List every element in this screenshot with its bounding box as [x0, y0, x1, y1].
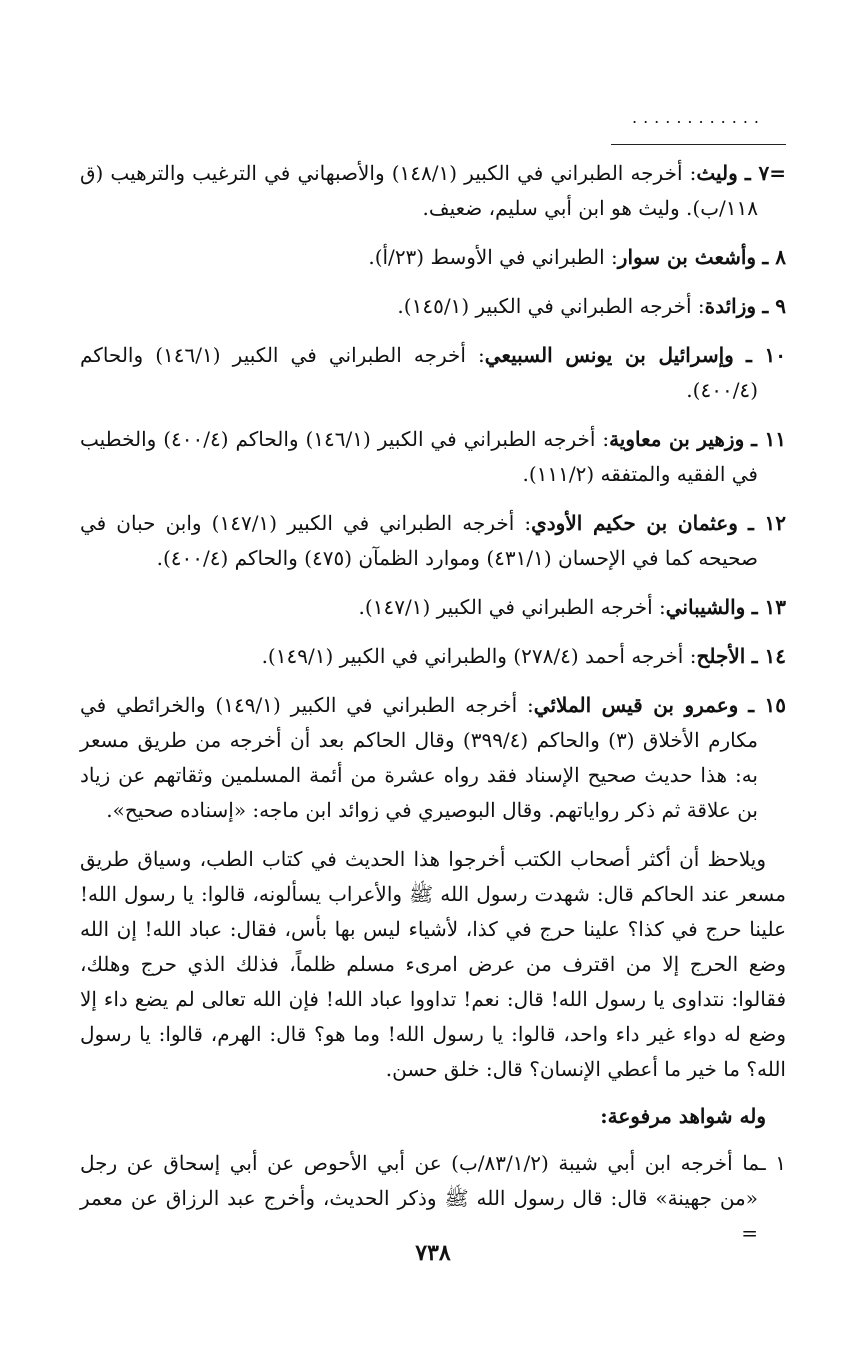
header-dots: ............: [631, 108, 766, 127]
section-heading: وله شواهد مرفوعة:: [600, 1104, 766, 1128]
footnote-item: ١٠ ـ وإسرائيل بن يونس السبيعي: أخرجه الطبراني في الكبير (١٤٦/١) والحاكم (٤٠٠/٤).: [80, 343, 786, 402]
footnote-item: ١٤ ـ الأجلح: أخرجه أحمد (٢٧٨/٤) والطبراني في الكبير (١٤٩/١).: [261, 644, 786, 668]
footnote-item: ١٣ ـ والشيباني: أخرجه الطبراني في الكبير (١٤٧/١).: [358, 595, 786, 619]
footnote-separator: [611, 144, 786, 145]
book-page: [80, 100, 786, 1300]
page-number: ٧٣٨: [415, 1240, 451, 1266]
hadith-item: ١ ـما أخرجه ابن أبي شيبة (٨٣/١/٢/ب) عن أبي الأحوص عن أبي إسحاق عن رجل «من جهينة» قال: قال رسول الله ﷺ وذكر الحديث، وأخرج عبد الرزاق عن معمر =: [80, 1151, 787, 1245]
footnote-item: =٧ ـ وليث: أخرجه الطبراني في الكبير (١٤٨/١) والأصبهاني في الترغيب والترهيب (ق ١١٨/ب). وليث هو ابن أبي سليم، ضعيف.: [80, 161, 787, 220]
footnote-item: ١٥ ـ وعمرو بن قيس الملائي: أخرجه الطبراني في الكبير (١٤٩/١) والخرائطي في مكارم الأخلاق (٣) والحاكم (٣٩٩/٤) وقال الحاكم بعد أن أخرجه من طريق مسعر به: هذا حديث صحيح الإسناد فقد رواه عشرة من أئمة المسلمين وثقاتهم عن زياد بن علاقة ثم ذكر رواياتهم. وقال البوصيري في زوائد ابن ماجه: «إسناده صحيح».: [80, 693, 787, 822]
footnote-item: ١١ ـ وزهير بن معاوية: أخرجه الطبراني في الكبير (١٤٦/١) والحاكم (٤٠٠/٤) والخطيب في الفقيه والمتفقه (١١١/٢).: [80, 427, 786, 486]
footnote-item: ٨ ـ وأشعث بن سوار: الطبراني في الأوسط (٢٣/أ).: [368, 245, 786, 269]
footnotes-body: [80, 156, 786, 1251]
footnote-item: ٩ ـ وزائدة: أخرجه الطبراني في الكبير (١٤٥/١).: [397, 294, 786, 318]
footnote-item: ١٢ ـ وعثمان بن حكيم الأودي: أخرجه الطبراني في الكبير (١٤٧/١) وابن حبان في صحيحه كما في الإحسان (٤٣١/١) وموارد الظمآن (٤٧٥) والحاكم (٤٠٠/٤).: [80, 511, 787, 570]
commentary-paragraph: ويلاحظ أن أكثر أصحاب الكتب أخرجوا هذا الحديث في كتاب الطب، وسياق طريق مسعر عند الحاكم قال: شهدت رسول الله ﷺ والأعراب يسألونه، قالوا: يا رسول الله! علينا حرج في كذا؟ علينا حرج في كذا، لأشياء ليس بها بأس، فقال: عباد الله! إن الله وضع الحرج إلا من اقترف من عرض امرىء مسلم ظلماً، فذلك الذي حرج وهلك، فقالوا: نتداوى يا رسول الله! قال: نعم! تداووا عباد الله! فإن الله تعالى لم يضع داء إلا وضع له دواء غير داء واحد، قالوا: يا رسول الله! وما هو؟ قال: الهرم، قالوا: يا رسول الله؟ ما خير ما أعطي الإنسان؟ قال: خلق حسن.: [80, 847, 786, 1081]
